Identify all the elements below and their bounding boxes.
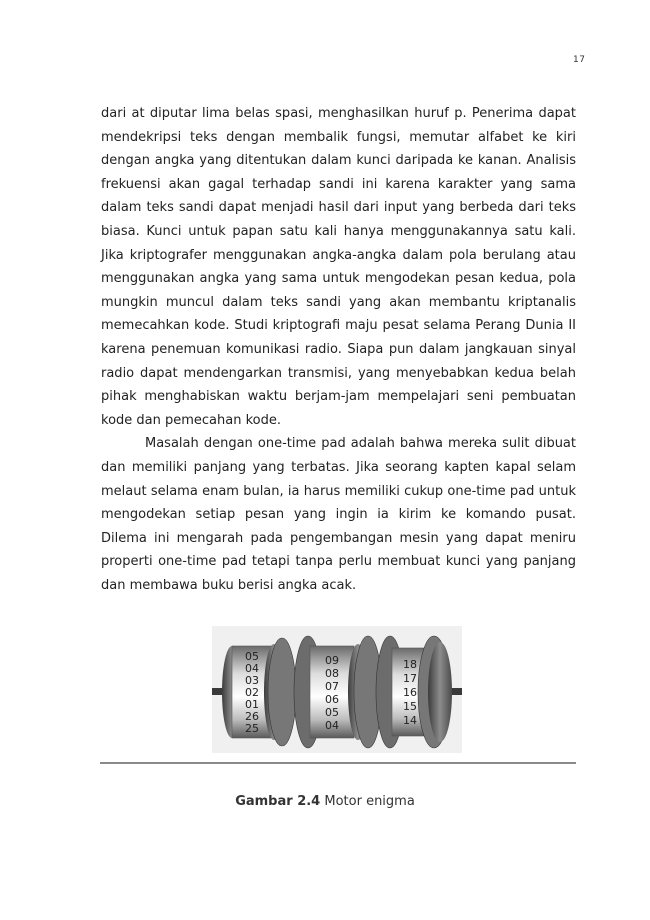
rotor-number-left-2: 03: [245, 674, 259, 687]
body-text: [101, 102, 576, 597]
rotor-number-right-1: 17: [403, 672, 417, 685]
rotor-number-left-0: 05: [245, 650, 259, 663]
rotor-number-left-1: 04: [245, 662, 259, 675]
middle-rotor: [294, 636, 382, 748]
rotor-number-right-2: 16: [403, 686, 417, 699]
page-number: 17: [573, 55, 586, 65]
rotor-number-right-3: 15: [403, 700, 417, 713]
right-rotor: [376, 636, 452, 748]
rotor-number-middle-2: 07: [325, 680, 339, 693]
enigma-rotor-figure: [212, 626, 462, 753]
paragraph-2: Masalah dengan one-time pad adalah bahwa mereka sulit dibuat dan memiliki panjang yang terbatas. Jika seorang kapten kapal selam melaut selama enam bulan, ia harus memiliki cukup one-time pad untuk mengodekan setiap pesan yang ingin ia kirim ke komando pusat. Dilema ini mengarah pada pengembangan mesin yang dapat meniru properti one-time pad tetapi tanpa perlu membuat kunci yang panjang dan membawa buku berisi angka acak.: [101, 436, 576, 593]
caption-text: Motor enigma: [320, 794, 415, 809]
rotor-number-right-0: 18: [403, 658, 417, 671]
rotor-number-middle-0: 09: [325, 654, 339, 667]
paragraph-1: dari at diputar lima belas spasi, menghasilkan huruf p. Penerima dapat mendekripsi teks dengan membalik fungsi, memutar alfabet ke kiri dengan angka yang ditentukan dalam kunci daripada ke kanan. Analisis frekuensi akan gagal terhadap sandi ini karena karakter yang sama dalam teks sandi dapat menjadi hasil dari input yang berbeda dari teks biasa. Kunci untuk papan satu kali hanya menggunakannya satu kali. Jika kriptografer menggunakan angka-angka dalam pola berulang atau menggunakan angka yang sama untuk mengodekan pesan kedua, pola mungkin muncul dalam teks sandi yang akan membantu kriptanalis memecahkan kode. Studi kriptografi maju pesat selama Perang Dunia II karena penemuan komunikasi radio. Siapa pun dalam jangkauan sinyal radio dapat mendengarkan transmisi, yang menyebabkan kedua belah pihak menghabiskan waktu berjam-jam mempelajari seni pembuatan kode dan pemecahan kode.: [101, 106, 576, 428]
rotor-number-middle-5: 04: [325, 719, 339, 732]
caption-label: Gambar 2.4: [235, 794, 321, 809]
rotor-number-left-3: 02: [245, 686, 259, 699]
figure-caption: [0, 794, 650, 809]
rotor-number-left-5: 26: [245, 710, 259, 723]
caption-divider: [100, 762, 576, 764]
rotor-number-middle-4: 05: [325, 706, 339, 719]
rotor-number-left-4: 01: [245, 698, 259, 711]
enigma-rotor-illustration: [212, 626, 462, 753]
rotor-number-left-6: 25: [245, 722, 259, 735]
rotor-number-right-4: 14: [403, 714, 417, 727]
rotor-number-middle-3: 06: [325, 693, 339, 706]
left-rotor: [222, 638, 296, 746]
rotor-number-middle-1: 08: [325, 667, 339, 680]
